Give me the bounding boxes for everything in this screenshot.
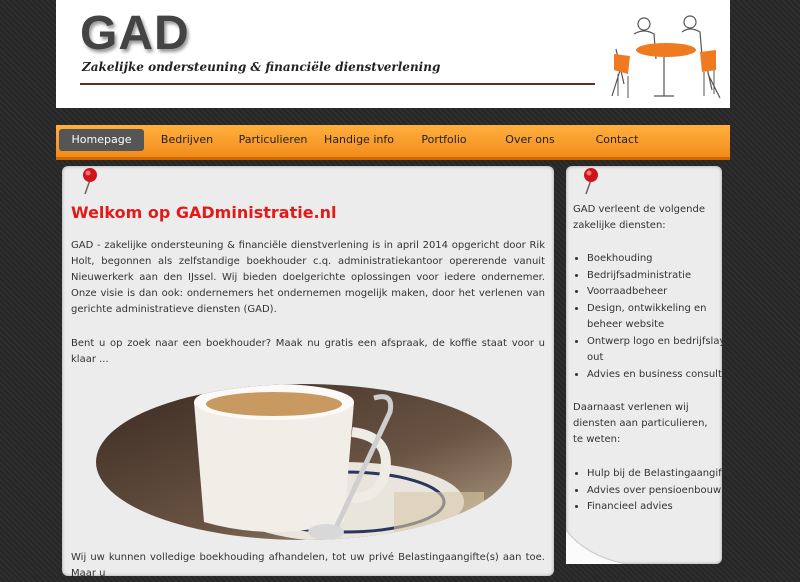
private-services-list — [573, 466, 733, 516]
sidebar-panel — [566, 166, 732, 564]
list-item: • Advies over pensioenbouw — [587, 483, 733, 500]
pushpin-icon — [579, 166, 603, 196]
nav-item-homepage[interactable]: Homepage — [59, 129, 144, 151]
coffee-cup-image — [94, 382, 514, 542]
main-content-panel — [62, 166, 554, 579]
list-item: • Design, ontwikkeling en beheer website — [587, 301, 733, 334]
list-item: • Advies en business consult — [587, 367, 733, 384]
pushpin-icon — [78, 166, 102, 196]
nav-item-bedrijven[interactable]: Bedrijven — [160, 133, 214, 146]
intro-paragraph: GAD - zakelijke ondersteuning & financiële dienstverlening is in april 2014 opgericht door Rik Holt, begonnen als zelfstandige boekhouder c.q. administratiekantoor opererende vanuit Nieuwerkerk aan den IJssel. Wij bieden doelgerichte oplossingen voor iedere ondernemer. Onze visie is dan ook: ondernemers het ondernemen mogelijk maken, door het verlenen van gerichte administratieve diensten (GAD). — [71, 240, 545, 315]
services-paragraph: Wij uw kunnen volledige boekhouding afhandelen, tot uw privé Belastingaangifte(s) aan toe. Maar u — [71, 552, 545, 579]
appointment-paragraph: Bent u op zoek naar een boekhouder? Maak nu gratis een afspraak, de koffie staat voor u klaar ... — [71, 338, 545, 365]
list-item: • Boekhouding — [587, 251, 733, 268]
header-divider — [80, 83, 595, 85]
list-item: • Ontwerp logo en bedrijfslay-out — [587, 334, 733, 367]
business-services-list — [573, 251, 733, 383]
nav-item-particulieren[interactable]: Particulieren — [238, 133, 308, 146]
nav-item-contact[interactable]: Contact — [595, 133, 639, 146]
site-logo[interactable]: GAD — [80, 7, 190, 60]
private-services-intro: Daarnaast verlenen wij diensten aan particulieren, te weten: — [573, 402, 708, 445]
page-curl-decoration — [566, 530, 626, 564]
site-header — [56, 0, 730, 108]
business-services-intro: GAD verleent de volgende zakelijke diensten: — [573, 204, 706, 231]
main-navigation — [56, 125, 730, 160]
nav-item-handige-info[interactable]: Handige info — [324, 133, 394, 146]
list-item: • Hulp bij de Belastingaangifte — [587, 466, 733, 483]
nav-item-over-ons[interactable]: Over ons — [505, 133, 555, 146]
nav-item-portfolio[interactable]: Portfolio — [421, 133, 467, 146]
list-item: • Financieel advies — [587, 499, 733, 516]
list-item: • Bedrijfsadministratie — [587, 268, 733, 285]
list-item: • Voorraadbeheer — [587, 284, 733, 301]
meeting-table-illustration — [604, 4, 724, 104]
page-title: Welkom op GADministratie.nl — [71, 203, 337, 222]
site-tagline: Zakelijke ondersteuning & financiële dienstverlening — [82, 60, 441, 74]
